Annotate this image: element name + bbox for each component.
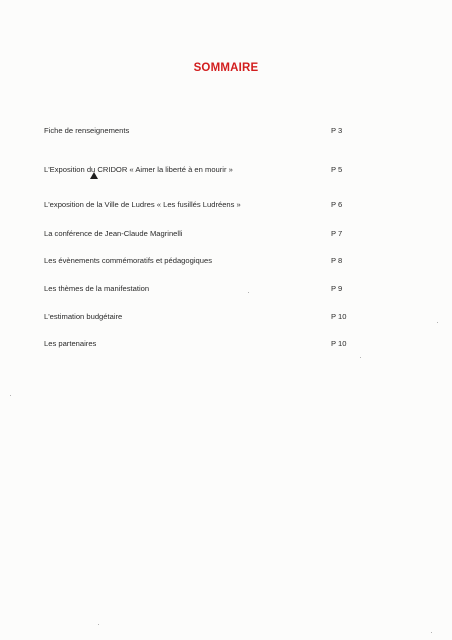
- toc-entry: [44, 125, 354, 137]
- toc-entry: [44, 228, 354, 240]
- toc-entry-label: La conférence de Jean-Claude Magrinelli: [44, 229, 183, 238]
- toc-entry-label: Fiche de renseignements: [44, 126, 130, 135]
- toc-entry-page: P 10: [331, 339, 347, 348]
- toc-entry-label: L'exposition de la Ville de Ludres « Les fusillés Ludréens »: [44, 200, 241, 209]
- scan-speck: [98, 624, 99, 625]
- toc-entry-page: P 10: [331, 312, 347, 321]
- scan-speck: [437, 322, 438, 323]
- scan-speck: [10, 395, 11, 396]
- page-title: SOMMAIRE: [193, 62, 259, 74]
- toc-entry-label: Les partenaires: [44, 339, 97, 348]
- toc-entry-page: P 9: [331, 284, 343, 293]
- toc-entry-page: P 7: [331, 229, 343, 238]
- toc-entry-page: P 3: [331, 126, 343, 135]
- scan-speck: [360, 357, 361, 358]
- toc-entry-label: L'Exposition du CRIDOR « Aimer la liberté à en mourir »: [44, 165, 233, 174]
- toc-entry-page: P 5: [331, 165, 343, 174]
- toc-entry-label: Les thèmes de la manifestation: [44, 284, 150, 293]
- toc-entry: [44, 255, 354, 267]
- toc-entry-page: P 6: [331, 200, 343, 209]
- toc-entry: [44, 311, 354, 323]
- toc-entry: [44, 199, 354, 211]
- scan-speck: [431, 632, 432, 633]
- scan-speck: [248, 292, 249, 293]
- pen-mark: [90, 172, 98, 179]
- toc-entry: [44, 338, 354, 350]
- toc-entry: [44, 283, 354, 295]
- toc-entry-page: P 8: [331, 256, 343, 265]
- toc-entry-label: L'estimation budgétaire: [44, 312, 123, 321]
- toc-entry-label: Les évènements commémoratifs et pédagogiques: [44, 256, 213, 265]
